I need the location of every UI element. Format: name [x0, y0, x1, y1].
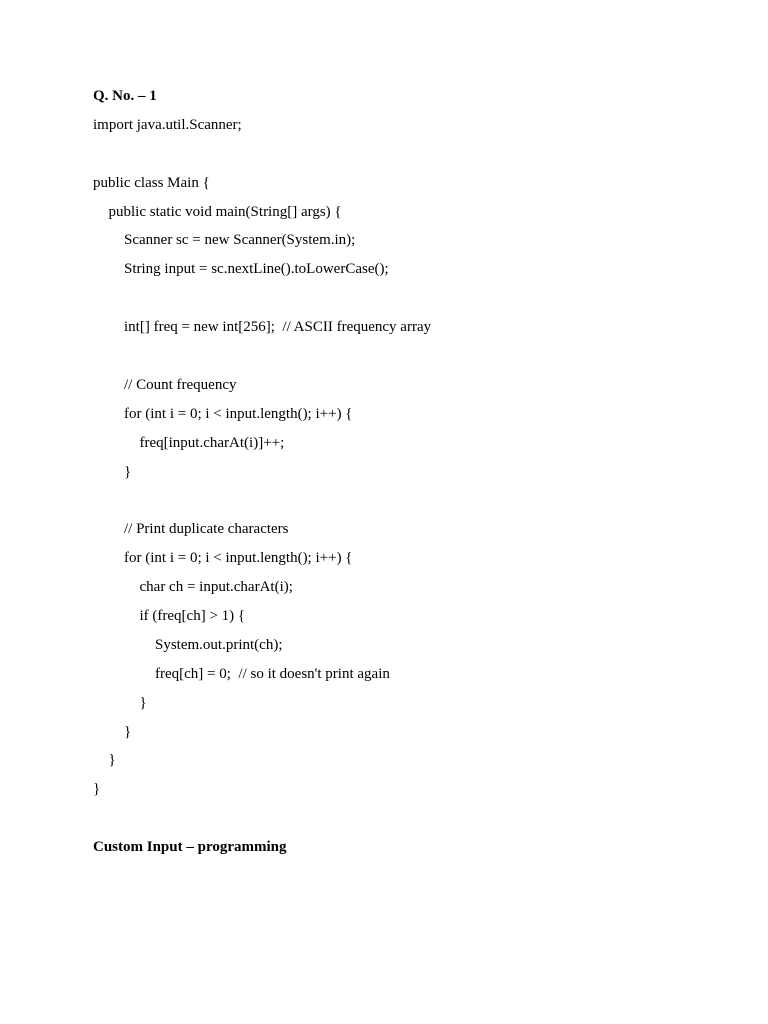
code-line-close-brace: } [93, 781, 101, 798]
code-line-main: public static void main(String[] args) { [108, 203, 342, 220]
code-line-class: public class Main { [93, 174, 210, 191]
code-line-close-brace: } [124, 463, 132, 480]
blank-line [93, 144, 713, 173]
blank-line [93, 808, 713, 837]
blank-line [93, 288, 713, 317]
document-page [93, 86, 713, 866]
code-line-comment-print: // Print duplicate characters [124, 521, 289, 538]
code-line-input: String input = sc.nextLine().toLowerCase(); [124, 261, 389, 278]
code-line-reset: freq[ch] = 0; // so it doesn't print again [155, 665, 390, 682]
code-line-char: char ch = input.charAt(i); [139, 579, 293, 596]
code-line-for-count: for (int i = 0; i < input.length(); i++) { [124, 405, 353, 422]
blank-line [93, 490, 713, 519]
code-line-if: if (freq[ch] > 1) { [139, 608, 246, 625]
code-line-close-brace: } [124, 723, 132, 740]
code-line-freq-array: int[] freq = new int[256]; // ASCII frequency array [124, 319, 432, 336]
question-heading: Q. No. – 1 [93, 88, 157, 104]
code-line-import: import java.util.Scanner; [93, 116, 242, 133]
code-line-for-print: for (int i = 0; i < input.length(); i++) { [124, 550, 353, 567]
code-line-comment-count: // Count frequency [124, 376, 237, 393]
blank-line [93, 346, 713, 375]
custom-input-heading: Custom Input – programming [93, 839, 287, 856]
code-line-close-brace: } [108, 752, 116, 769]
code-line-scanner: Scanner sc = new Scanner(System.in); [124, 232, 356, 249]
code-line-increment: freq[input.charAt(i)]++; [139, 434, 285, 451]
code-line-close-brace: } [139, 694, 147, 711]
code-line-print: System.out.print(ch); [155, 636, 283, 653]
